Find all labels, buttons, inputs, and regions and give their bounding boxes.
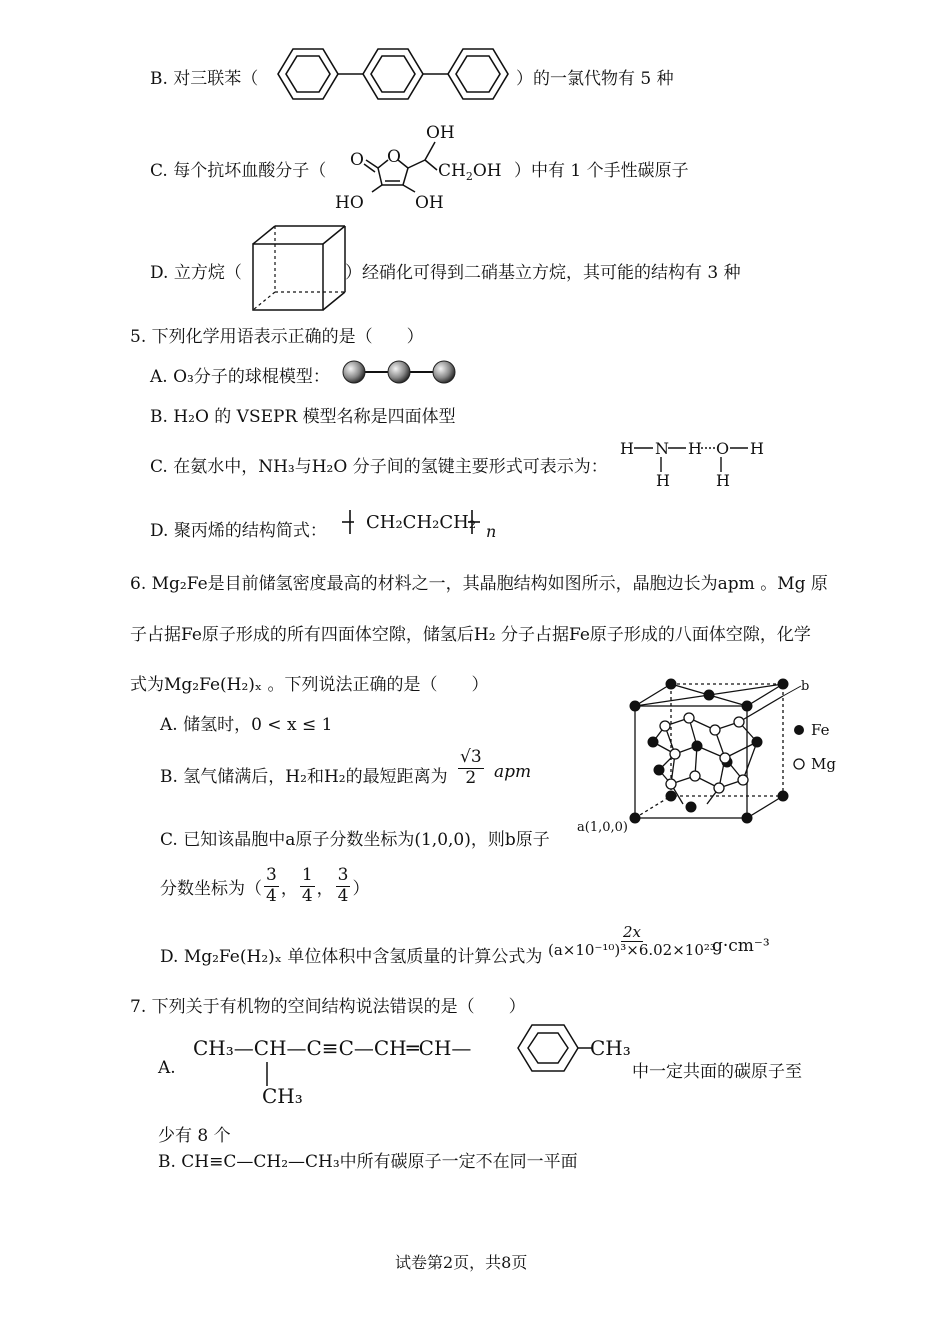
ring-o-label: O xyxy=(387,147,401,167)
mg2fe-unit-cell-figure xyxy=(575,676,845,836)
polymer-n: n xyxy=(486,522,497,541)
q5-option-d-prefix: D. 聚丙烯的结构简式： xyxy=(150,521,327,541)
q6-option-c-line1: C. 已知该晶胞中a原子分数坐标为(1,0,0)，则b原子 xyxy=(160,830,550,850)
hydrogen-bond-diagram xyxy=(618,434,768,492)
bond-h-o: H xyxy=(716,471,730,490)
q7-option-a-branch: CH₃ xyxy=(262,1084,303,1108)
q7-option-a-ch3-end: CH₃ xyxy=(590,1036,631,1060)
q4-option-b-suffix: ）的一氯代物有 5 种 xyxy=(516,69,674,89)
legend-mg: Mg xyxy=(811,755,836,773)
q6-option-c-line2: 分数坐标为（ $\frac{3}{4}$ ， $\frac{1}{4}$ ， $\frac{3}{4}$ ） xyxy=(160,865,370,906)
q6-line2: 子占据Fe原子形成的所有四面体空隙，储氢后H₂ 分子占据Fe原子形成的八面体空隙，化学 xyxy=(130,625,811,645)
q4-option-c-suffix: ）中有 1 个手性碳原子 xyxy=(514,161,689,181)
bond-h1: H xyxy=(620,439,634,458)
page-footer: 试卷第2页，共8页 xyxy=(395,1253,528,1272)
q7-option-a-label: A. xyxy=(158,1058,176,1078)
q5-stem: 5. 下列化学用语表示正确的是（ ） xyxy=(130,327,424,347)
bond-n: N xyxy=(655,439,669,458)
para-benzene-ring xyxy=(512,1020,592,1076)
q4-option-d-prefix: D. 立方烷（ xyxy=(150,263,242,283)
q7-option-a-cont: 少有 8 个 xyxy=(158,1126,231,1146)
q7-option-a-tail: 中一定共面的碳原子至 xyxy=(632,1062,802,1082)
bond-h-n: H xyxy=(656,471,670,490)
bond-o: O xyxy=(716,439,730,458)
q6-line3: 式为Mg₂Fe(H₂)ₓ 。下列说法正确的是（ ） xyxy=(130,675,489,695)
q5-option-b: B. H₂O 的 VSEPR 模型名称是四面体型 xyxy=(150,407,456,427)
q6-option-d-prefix: D. Mg₂Fe(H₂)ₓ 单位体积中含氢质量的计算公式为 xyxy=(160,947,543,967)
ozone-ball-stick-model xyxy=(338,358,462,386)
oh-top-label: OH xyxy=(426,123,455,143)
carbonyl-o-label: O xyxy=(350,150,364,170)
q4-option-c-prefix: C. 每个抗坏血酸分子（ xyxy=(150,161,327,181)
q6-line1: 6. Mg₂Fe是目前储氢密度最高的材料之一，其晶胞结构如图所示，晶胞边长为apm 。Mg 原 xyxy=(130,574,828,594)
oh-right-label: OH xyxy=(415,193,444,213)
hydrogen-density-fraction: $\frac{2x}{\text{(a×10⁻¹⁰)³×6.02×10²³}}$ xyxy=(548,923,716,960)
bond-h3: H xyxy=(750,439,764,458)
q4-option-b-prefix: B. 对三联苯（ xyxy=(150,69,259,89)
terphenyl-structure xyxy=(268,44,530,104)
atom-b-label: b xyxy=(801,679,810,694)
cubane-structure xyxy=(245,222,350,314)
atom-a-label: a(1,0,0) xyxy=(577,820,628,835)
q5-option-a: A. O₃分子的球棍模型： xyxy=(150,367,330,387)
q4-option-d-suffix: ）经硝化可得到二硝基立方烷，其可能的结构有 3 种 xyxy=(345,263,741,283)
q5-option-c: C. 在氨水中，NH₃与H₂O 分子间的氢键主要形式可表示为： xyxy=(150,457,608,477)
bond-h2: H xyxy=(688,439,702,458)
q6-option-b-prefix: B. 氢气储满后，H₂和H₂的最短距离为 xyxy=(160,767,448,787)
q6-option-a: A. 储氢时，0 < x ≤ 1 xyxy=(160,715,333,735)
ascorbic-acid-structure xyxy=(335,120,520,215)
svg-text:CH2OH: $CH_2OH$ xyxy=(438,161,502,183)
sqrt3-over-2-fraction: $\frac{√3}{2}$ xyxy=(460,747,482,788)
legend-fe: Fe xyxy=(811,721,830,739)
q7-option-b: B. CH≡C—CH₂—CH₃中所有碳原子一定不在同一平面 xyxy=(158,1152,578,1172)
q6-option-b-suffix: apm xyxy=(494,762,532,782)
q7-option-a-chain: CH₃—CH—C≡C—CH═CH— xyxy=(193,1036,472,1060)
ch2oh-label: CH xyxy=(438,161,466,181)
ho-left-label: HO xyxy=(335,193,364,213)
q7-stem: 7. 下列关于有机物的空间结构说法错误的是（ ） xyxy=(130,997,526,1017)
polypropylene-formula: CH₂CH₂CH₂ xyxy=(366,512,477,533)
q6-option-d-unit: g·cm⁻³ xyxy=(712,936,770,956)
